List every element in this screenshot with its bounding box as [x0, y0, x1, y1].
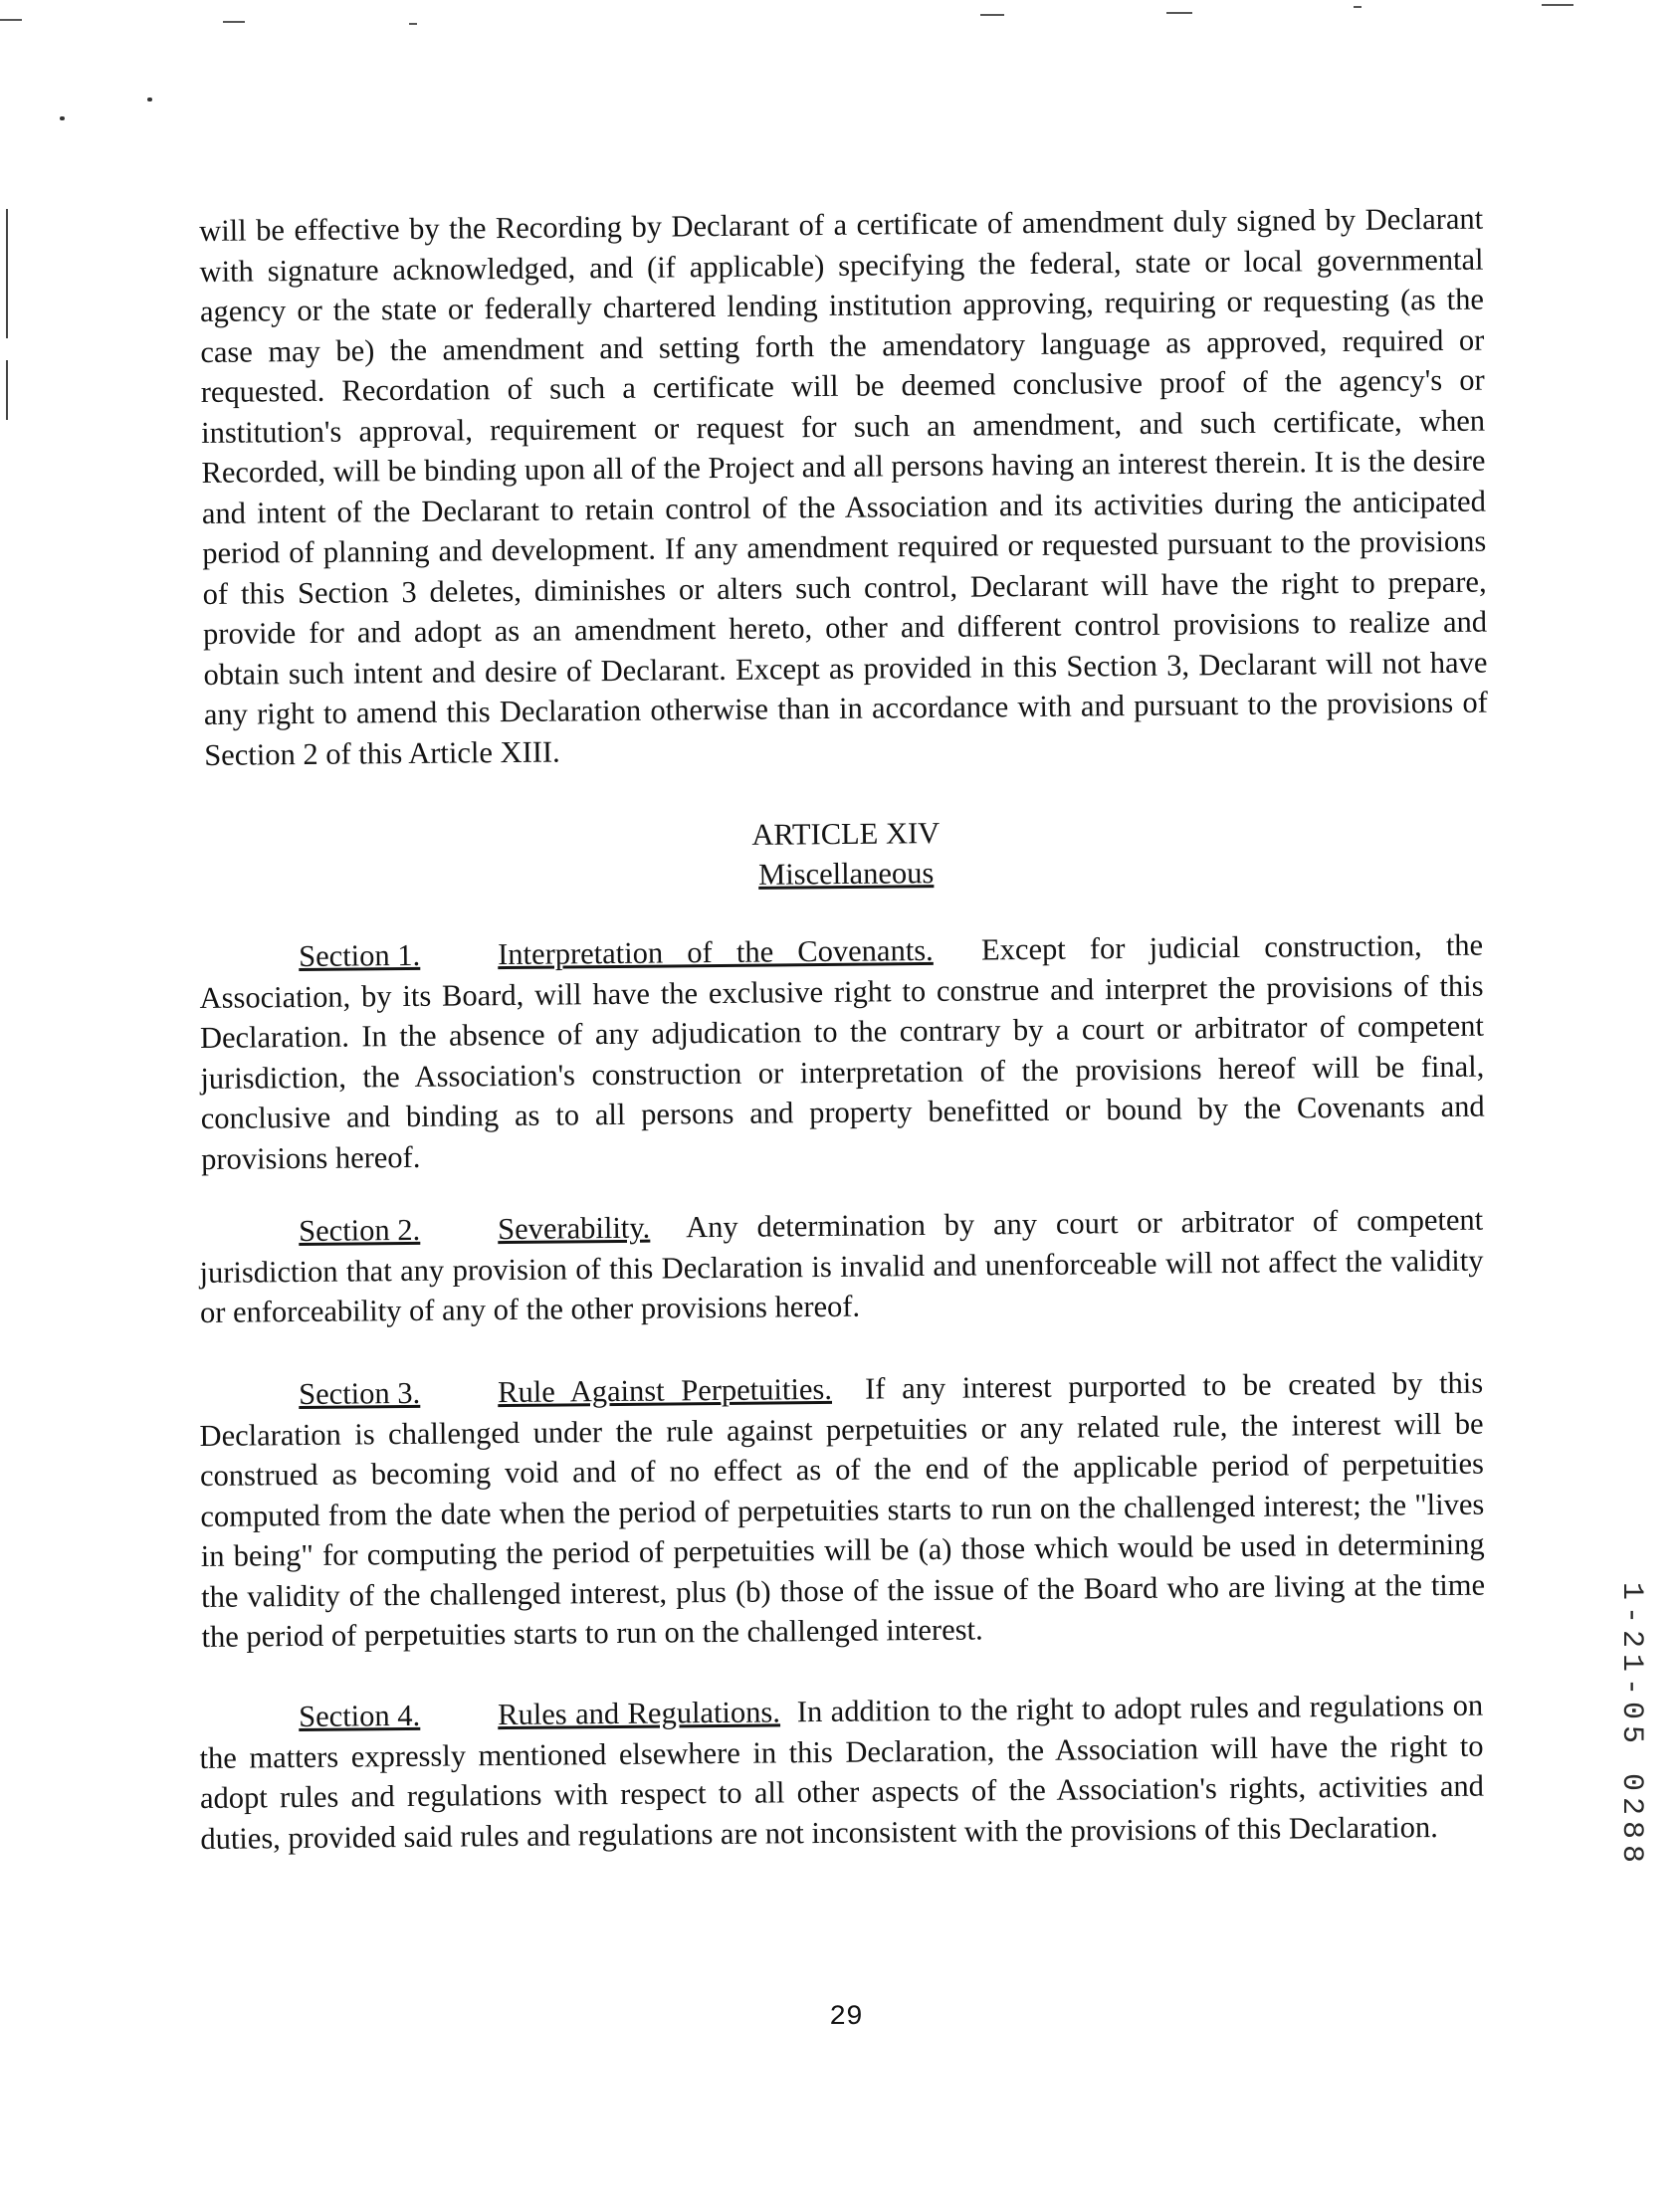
- scan-mark: [980, 14, 1004, 16]
- article-heading: [697, 813, 996, 896]
- section-title: Severability.: [498, 1210, 651, 1247]
- recording-stamp: 1-21-05 0288: [1614, 1582, 1648, 1870]
- section-title: Interpretation of the Covenants.: [498, 932, 934, 972]
- section-text: In addition to the right to adopt rules and regulations on the matters expressly mentioned elsewhere in this Declaration, the Association will have the right to adopt rules and regulations with respect to all other aspects of the Association's rights, activities and duties, provided said rules and regulations are not inconsistent with the provisions of this Declaration.: [199, 1688, 1485, 1856]
- scan-speck: [147, 98, 152, 101]
- page-number: 29: [829, 2002, 863, 2033]
- section-number: Section 3.: [299, 1375, 421, 1412]
- scan-mark: [409, 23, 417, 25]
- scan-speck: [60, 116, 65, 120]
- section-text: Any determination by any court or arbitrator of competent jurisdiction that any provision of this Declaration is invalid and unenforceable will not affect the validity or enforceability of any of the other provisions hereof.: [199, 1202, 1484, 1329]
- scan-mark: [223, 21, 245, 23]
- section-number: Section 1.: [299, 937, 421, 974]
- section-title: Rules and Regulations.: [498, 1695, 781, 1732]
- section-number: Section 4.: [299, 1698, 421, 1734]
- scan-mark: [1166, 12, 1192, 14]
- section-text: If any interest purported to be created by this Declaration is challenged under the rule against perpetuities or any related rule, the interest will be construed as becoming void and of no effect as of the end of the applicable period of perpetuities computed from the date when the period of perpetuities starts to run on the challenged interest; the "lives in being" for computing the period of perpetuities will be (a) those which would be used in determining the validity of the challenged interest, plus (b) those of the issue of the Board who are living at the time the period of perpetuities starts to run on the challenged interest.: [199, 1365, 1486, 1654]
- section-title: Rule Against Perpetuities.: [498, 1371, 833, 1410]
- section-number: Section 2.: [299, 1212, 421, 1249]
- scan-mark: [0, 19, 22, 21]
- continuation-paragraph: will be effective by the Recording by Declarant of a certificate of amendment duly signed by Declarant with signature acknowledged, and (if applicable) specifying the federal, state or local governmental agency or the state or federally chartered lending institution approving, requiring or requesting (as the case may be) the amendment and setting forth the amendatory language as approved, required or requested. Recordation of such a certificate will be deemed conclusive proof of the agency's or institution's approval, requirement or request for such an amendment, and such certificate, when Recorded, will be binding upon all of the Project and all persons having an interest therein. It is the desire and intent of the Declarant to retain control of the Association and its activities during the anticipated period of planning and development. If any amendment required or requested pursuant to the provisions of this Section 3 deletes, diminishes or alters such control, Declarant will have the right to prepare, provide for and adopt as an amendment hereto, other and different control provisions to realize and obtain such intent and desire of Declarant. Except as provided in this Section 3, Declarant will not have any right to amend this Declaration otherwise than in accordance with and pursuant to the provisions of Section 2 of this Article XIII.: [199, 201, 1488, 772]
- section-paragraph: [199, 925, 1485, 1179]
- margin-bar: [6, 209, 8, 338]
- article-subtitle: Miscellaneous: [757, 856, 935, 892]
- section-paragraph: [199, 1363, 1486, 1658]
- section-paragraph: [199, 1686, 1484, 1859]
- scan-mark: [1542, 4, 1573, 6]
- section-text: Except for judicial construction, the Association, by its Board, will have the exclusive right to construe and interpret the provisions of this Declaration. In the absence of any adjudication to the contrary by a court or arbitrator of competent jurisdiction, the Association's construction or interpretation of the provisions hereof will be final, conclusive and binding as to all persons and property benefitted or bound by the Covenants and provisions hereof.: [199, 927, 1485, 1176]
- section-paragraph: [199, 1200, 1484, 1333]
- article-title: ARTICLE XIV: [751, 816, 941, 852]
- scan-mark: [1354, 6, 1362, 8]
- margin-bar: [6, 360, 8, 420]
